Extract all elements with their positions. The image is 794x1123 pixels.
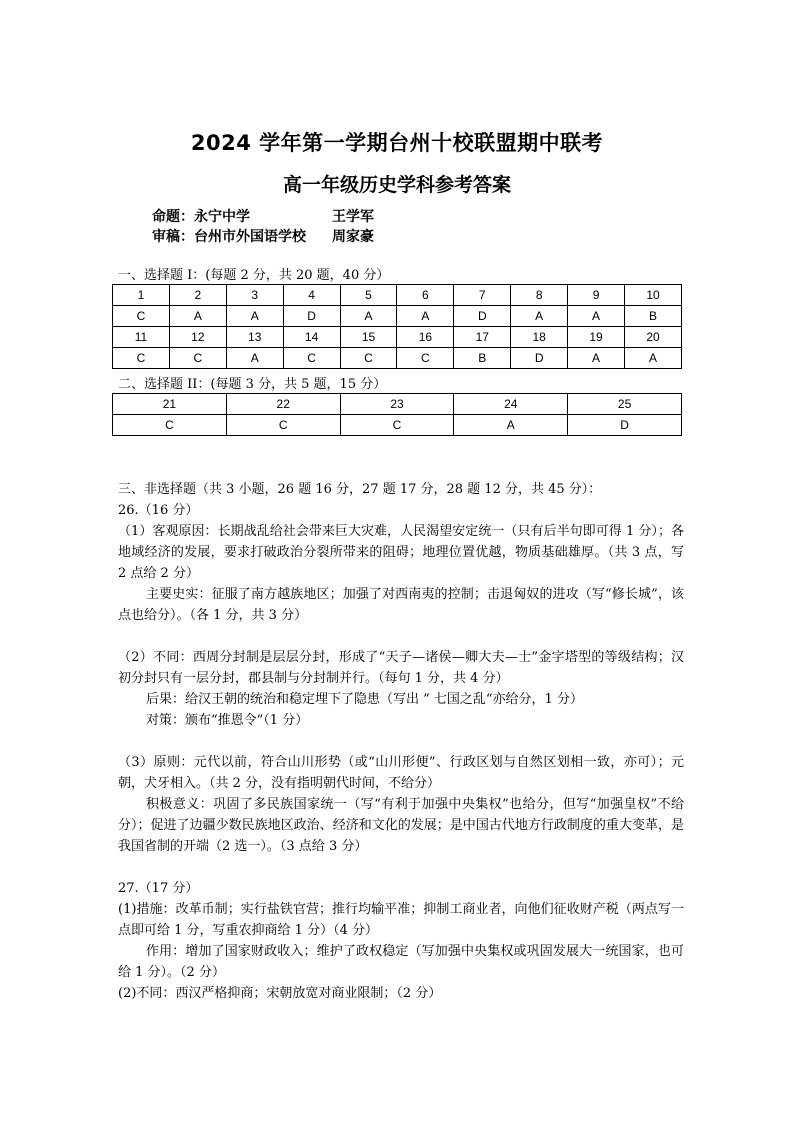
table-cell: 22 bbox=[226, 394, 340, 415]
answer-paragraph: (1)措施：改革币制；实行盐铁官营；推行均输平准；抑制工商业者，向他们征收财产税（两点写一点即可给 1 分，写重农抑商给 1 分）（4 分） bbox=[118, 902, 684, 938]
table-cell: 17 bbox=[454, 327, 511, 348]
table-cell: 12 bbox=[169, 327, 226, 348]
table-row bbox=[113, 348, 682, 369]
table-cell: 8 bbox=[511, 285, 568, 306]
answer-table-1 bbox=[112, 284, 682, 369]
table-cell: A bbox=[568, 306, 625, 327]
table-cell: 21 bbox=[113, 394, 227, 415]
table-cell: C bbox=[113, 306, 170, 327]
answer-paragraph: 作用：增加了国家财政收入；维护了政权稳定（写加强中央集权或巩固发展大一统国家，也可给 1 分）。（2 分） bbox=[118, 944, 684, 980]
section2-heading: 二、选择题 II：(每题 3 分，共 5 题，15 分） bbox=[118, 377, 387, 392]
reviewer-label: 审稿：台州市外国语学校 bbox=[152, 229, 306, 245]
table-cell: 16 bbox=[397, 327, 454, 348]
answer-paragraph: （1）客观原因：长期战乱给社会带来巨大灾难，人民渴望安定统一（只有后半句即可得 1 分）；各地域经济的发展，要求打破政治分裂所带来的阻碍；地理位置优越，物质基础雄厚。（共 3 点，写 2 点给 2 分） bbox=[118, 524, 684, 581]
table-cell: C bbox=[340, 348, 397, 369]
table-cell: D bbox=[283, 306, 340, 327]
question-26-title: 26.（16 分） bbox=[118, 503, 199, 518]
answer-paragraph: 主要史实：征服了南方越族地区；加强了对西南夷的控制；击退匈奴的进攻（写“修长城”，该点也给分）。（各 1 分，共 3 分） bbox=[118, 587, 684, 623]
reviewer-name: 周家豪 bbox=[332, 229, 374, 245]
table-cell: C bbox=[113, 415, 227, 436]
table-cell: 10 bbox=[625, 285, 682, 306]
table-cell: 1 bbox=[113, 285, 170, 306]
table-cell: 19 bbox=[568, 327, 625, 348]
page-title: 2024 学年第一学期台州十校联盟期中联考 bbox=[190, 131, 604, 155]
table-cell: C bbox=[397, 348, 454, 369]
table-cell: A bbox=[625, 348, 682, 369]
table-cell: 14 bbox=[283, 327, 340, 348]
table-cell: C bbox=[226, 415, 340, 436]
answer-paragraph: 后果：给汉王朝的统治和稳定埋下了隐患（写出 ” 七国之乱“亦给分，1 分） bbox=[146, 692, 583, 707]
table-cell: 7 bbox=[454, 285, 511, 306]
table-cell: 24 bbox=[454, 394, 568, 415]
table-cell: 2 bbox=[169, 285, 226, 306]
table-cell: 13 bbox=[226, 327, 283, 348]
answer-paragraph: 积极意义：巩固了多民族国家统一（写“有利于加强中央集权”也给分，但写“加强皇权”不给分）；促进了边疆少数民族地区政治、经济和文化的发展；是中国古代地方行政制度的重大变革，是我国省制的开端（2 选一）。（3 点给 3 分） bbox=[118, 797, 684, 854]
section3-heading: 三、非选择题（共 3 小题，26 题 16 分，27 题 17 分，28 题 12 分，共 45 分）： bbox=[118, 482, 602, 497]
table-cell: A bbox=[397, 306, 454, 327]
table-row bbox=[113, 415, 682, 436]
table-row bbox=[113, 306, 682, 327]
answer-paragraph: （2）不同：西周分封制是层层分封，形成了“天子—诸侯—卿大夫—士”金字塔型的等级结构；汉初分封只有一层分封，郡县制与分封制并行。（每句 1 分，共 4 分） bbox=[118, 650, 684, 686]
table-cell: 4 bbox=[283, 285, 340, 306]
table-row bbox=[113, 285, 682, 306]
answer-paragraph: （3）原则：元代以前，符合山川形势（或“山川形便”、行政区划与自然区划相一致，亦可）；元朝，犬牙相入。（共 2 分，没有指明朝代时间，不给分） bbox=[118, 755, 684, 791]
table-cell: A bbox=[511, 306, 568, 327]
table-cell: B bbox=[454, 348, 511, 369]
table-cell: 23 bbox=[340, 394, 454, 415]
section1-heading: 一、选择题 I：(每题 2 分，共 20 题，40 分） bbox=[118, 268, 390, 283]
table-row bbox=[113, 327, 682, 348]
table-cell: A bbox=[226, 348, 283, 369]
table-cell: C bbox=[113, 348, 170, 369]
answer-paragraph: 对策：颁布“推恩令”（1 分） bbox=[146, 713, 309, 728]
author-name: 王学军 bbox=[332, 209, 374, 225]
table-cell: D bbox=[568, 415, 682, 436]
answer-paragraph: (2)不同：西汉严格抑商；宋朝放宽对商业限制；（2 分） bbox=[118, 986, 442, 1001]
author-label: 命题：永宁中学 bbox=[152, 209, 250, 225]
table-cell: A bbox=[169, 306, 226, 327]
table-cell: A bbox=[340, 306, 397, 327]
table-cell: 6 bbox=[397, 285, 454, 306]
table-cell: A bbox=[226, 306, 283, 327]
table-cell: 25 bbox=[568, 394, 682, 415]
table-cell: A bbox=[454, 415, 568, 436]
question-27-title: 27.（17 分） bbox=[118, 881, 199, 896]
table-cell: 15 bbox=[340, 327, 397, 348]
author-line bbox=[152, 206, 374, 226]
table-cell: C bbox=[283, 348, 340, 369]
table-cell: 18 bbox=[511, 327, 568, 348]
table-cell: A bbox=[568, 348, 625, 369]
table-cell: 5 bbox=[340, 285, 397, 306]
table-cell: B bbox=[625, 306, 682, 327]
table-cell: D bbox=[511, 348, 568, 369]
section3-body bbox=[118, 479, 684, 1004]
answer-table-2 bbox=[112, 393, 682, 436]
table-cell: D bbox=[454, 306, 511, 327]
table-cell: C bbox=[169, 348, 226, 369]
table-row bbox=[113, 394, 682, 415]
page-subtitle: 高一年级历史学科参考答案 bbox=[282, 174, 511, 196]
table-cell: 20 bbox=[625, 327, 682, 348]
table-cell: C bbox=[340, 415, 454, 436]
table-cell: 3 bbox=[226, 285, 283, 306]
table-cell: 11 bbox=[113, 327, 170, 348]
table-cell: 9 bbox=[568, 285, 625, 306]
reviewer-line bbox=[152, 226, 374, 246]
